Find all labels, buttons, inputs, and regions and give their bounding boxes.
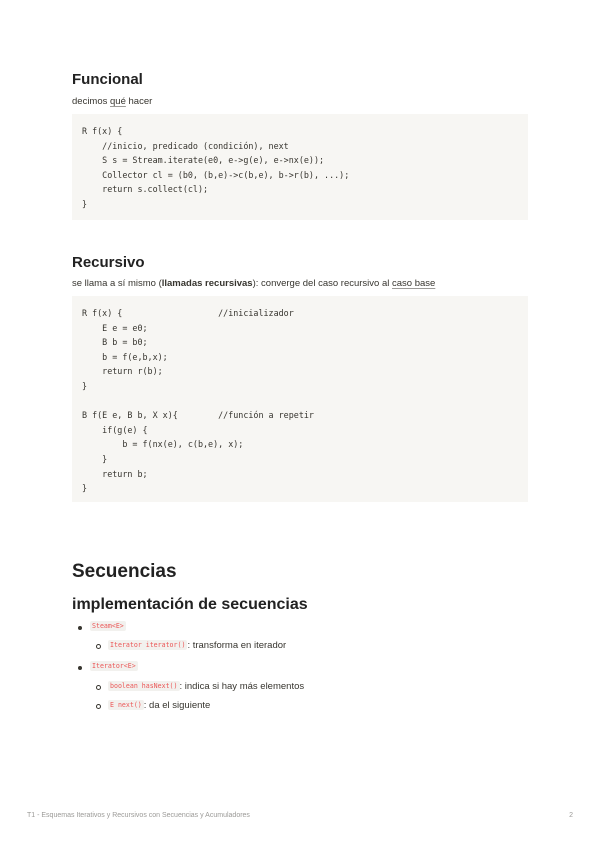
code-line: E e = e0; [82,322,148,333]
funcional-heading: Funcional [72,71,143,88]
list-item: boolean hasNext() : indica si hay más elementos [108,681,304,692]
funcional-description: decimos qué hacer [72,96,153,107]
secuencias-title: Secuencias [72,561,177,582]
que-link[interactable]: qué [110,96,126,107]
secuencias-subtitle: implementación de secuencias [72,596,308,613]
code-line: if(g(e) { [82,424,148,435]
recursivo-heading: Recursivo [72,254,145,271]
inline-code: Steam<E> [92,622,124,630]
caso-base-link[interactable]: caso base [392,278,436,289]
code-line: } [82,483,88,494]
inline-code: Iterator iterator() [110,641,186,649]
footer-title: T1 - Esquemas Iterativos y Recursivos con Secuencias y Acumuladores [27,812,250,819]
code-line: } [82,380,88,391]
inline-code: E next() [110,701,142,709]
page-footer [27,812,573,819]
code-line: b = f(nx(e), c(b,e), x); [82,439,244,450]
list-item: E next() : da el siguiente [108,700,210,711]
list-item [90,661,138,672]
page-number: 2 [569,812,573,819]
code-line: return r(b); [82,366,163,377]
recursivo-code-block [72,296,528,502]
recursivo-description: se llama a sí mismo (llamadas recursivas): converge del caso recursivo al caso base [72,278,436,289]
code-line: } [82,198,88,209]
inline-code: Iterator<E> [92,662,136,670]
code-line [82,394,518,409]
code-line: //inicio, predicado (condición), next [82,140,289,151]
code-line: Collector cl = (b0, (b,e)->c(b,e), b->r(b), ...); [82,169,350,180]
code-line: b = f(e,b,x); [82,351,168,362]
code-line: B b = b0; [82,337,148,348]
code-line: return b; [82,468,148,479]
code-line: B f(E e, B b, X x){ //función a repetir [82,410,314,421]
inline-code: boolean hasNext() [110,682,178,690]
list-item [90,621,126,632]
funcional-code-block [72,114,528,220]
bullet-ring [96,644,101,649]
bullet-ring [96,704,101,709]
list-item: Iterator iterator() : transforma en iterador [108,640,286,651]
code-line: R f(x) { [82,126,123,136]
bullet-dot [78,626,82,630]
code-line: S s = Stream.iterate(e0, e->g(e), e->nx(e)); [82,155,325,166]
code-line: R f(x) { //inicializador [82,308,294,318]
bullet-dot [78,666,82,670]
code-line: } [82,453,108,464]
bullet-ring [96,685,101,690]
code-line: return s.collect(cl); [82,184,209,195]
